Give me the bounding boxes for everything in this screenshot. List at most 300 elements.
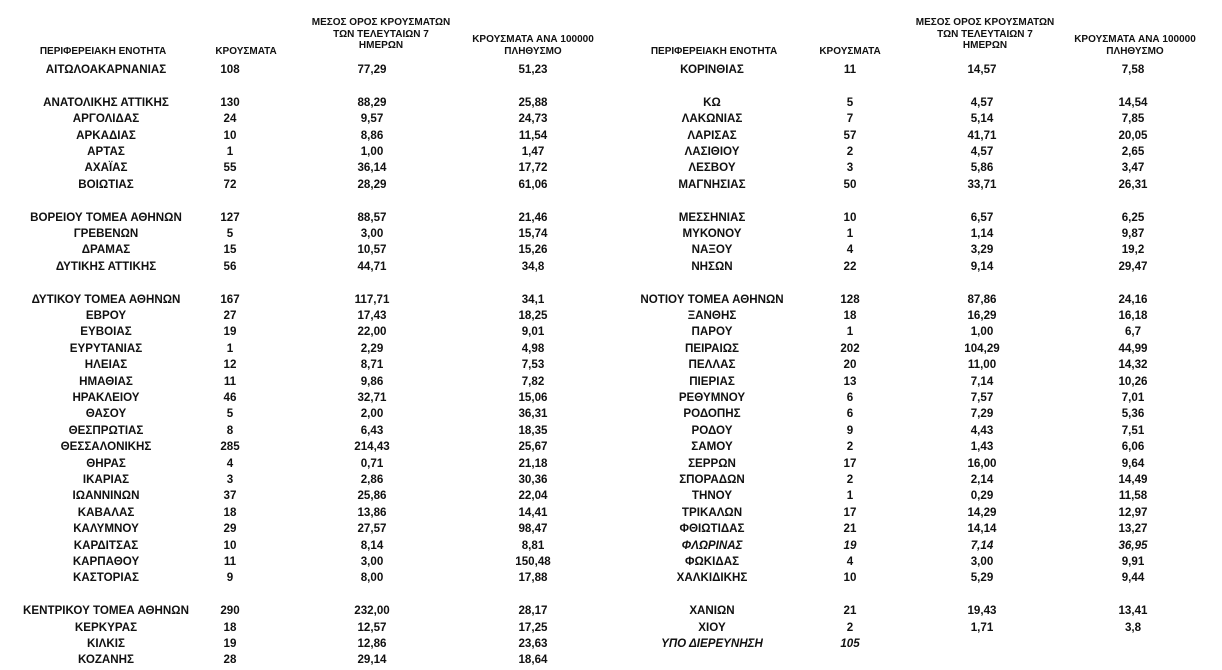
cases-cell: 11 [843, 63, 857, 76]
cases-cell: 290 [220, 604, 240, 618]
avg-cell: 5,29 [970, 571, 994, 585]
per-100k-cell: 34,8 [521, 259, 545, 273]
cases-cell: 128 [840, 292, 860, 306]
region-cell: ΛΕΣΒΟΥ [688, 161, 736, 175]
header-cases: ΚΡΟΥΣΜΑΤΑ [819, 46, 881, 57]
table-row [612, 177, 1222, 193]
region-cell: ΝΟΤΙΟΥ ΤΟΜΕΑ ΑΘΗΝΩΝ [640, 292, 784, 306]
cases-cell: 4 [846, 243, 854, 257]
cases-cell: 2 [846, 620, 854, 634]
header-region: ΠΕΡΙΦΕΡΕΙΑΚΗ ΕΝΟΤΗΤΑ [39, 46, 167, 57]
table-row [0, 488, 612, 504]
header-cases-per-100k: ΚΡΟΥΣΜΑΤΑ ΑΝΑ 100000 ΠΛΗΘΥΣΜΟ [1074, 34, 1196, 57]
region-cell: ΠΑΡΟΥ [691, 325, 733, 339]
region-cell: ΑΙΤΩΛΟΑΚΑΡΝΑΝΙΑΣ [45, 63, 167, 76]
region-cell: ΔΡΑΜΑΣ [81, 243, 131, 257]
avg-cell: 7,57 [970, 391, 994, 404]
avg-cell: 0,71 [360, 456, 384, 470]
table-row [0, 357, 612, 373]
avg-cell: 88,29 [357, 95, 387, 109]
cases-cell: 10 [843, 210, 857, 224]
region-cell: ΣΑΜΟΥ [691, 440, 733, 454]
avg-cell: 9,14 [970, 259, 994, 273]
table-row [612, 636, 1222, 652]
cases-cell: 19 [223, 637, 237, 650]
per-100k-cell: 11,58 [1118, 489, 1148, 503]
avg-cell: 87,86 [967, 292, 997, 306]
cases-cell: 20 [843, 358, 857, 372]
avg-cell: 14,14 [967, 522, 997, 536]
avg-cell: 77,29 [357, 63, 387, 76]
per-100k-cell: 14,32 [1118, 358, 1148, 372]
table-row [0, 95, 612, 111]
per-100k-cell: 9,91 [1121, 555, 1145, 568]
table-row [0, 620, 612, 636]
cases-cell: 10 [223, 538, 237, 552]
region-cell: ΚΕΡΚΥΡΑΣ [74, 620, 138, 634]
per-100k-cell: 3,8 [1124, 620, 1142, 634]
avg-cell: 7,29 [970, 407, 994, 421]
region-cell: ΗΛΕΙΑΣ [84, 358, 128, 372]
per-100k-cell: 7,01 [1121, 391, 1145, 404]
per-100k-cell: 24,73 [518, 112, 548, 126]
region-cell: ΔΥΤΙΚΗΣ ΑΤΤΙΚΗΣ [55, 259, 157, 273]
per-100k-cell: 8,81 [521, 538, 545, 552]
table-row [0, 636, 612, 652]
avg-cell: 10,57 [357, 243, 387, 257]
cases-cell: 21 [843, 522, 857, 536]
region-cell: ΘΕΣΣΑΛΟΝΙΚΗΣ [60, 440, 152, 454]
avg-cell: 1,00 [970, 325, 994, 339]
avg-cell: 17,43 [357, 309, 387, 322]
spacer-row [0, 193, 612, 209]
avg-cell: 4,43 [970, 423, 994, 437]
avg-cell: 6,57 [970, 210, 994, 224]
region-cell: ΣΕΡΡΩΝ [688, 456, 736, 470]
avg-cell: 12,86 [357, 637, 387, 650]
cases-cell: 50 [843, 177, 857, 191]
region-cell: ΓΡΕΒΕΝΩΝ [73, 227, 139, 240]
table-row [0, 177, 612, 193]
cases-cell: 13 [843, 374, 857, 388]
cases-cell: 22 [843, 259, 857, 273]
avg-cell: 4,57 [970, 95, 994, 109]
table-row [0, 259, 612, 275]
table-row [0, 210, 612, 226]
per-100k-cell: 25,88 [518, 95, 548, 109]
cases-cell: 7 [846, 112, 854, 126]
cases-cell: 130 [220, 95, 240, 109]
per-100k-cell: 9,64 [1121, 456, 1145, 470]
spacer-row [0, 78, 612, 94]
cases-cell: 11 [223, 374, 237, 388]
cases-cell: 202 [840, 341, 860, 355]
region-cell: ΑΧΑΪΑΣ [84, 161, 128, 175]
cases-cell: 17 [843, 456, 857, 470]
cases-cell: 18 [223, 620, 237, 634]
cases-cell: 46 [223, 391, 237, 404]
region-cell: ΠΕΛΛΑΣ [688, 358, 736, 372]
region-cell: ΜΑΓΝΗΣΙΑΣ [678, 177, 746, 191]
per-100k-cell: 14,49 [1118, 473, 1148, 486]
spacer-row [612, 193, 1222, 209]
per-100k-cell: 22,04 [518, 489, 548, 503]
per-100k-cell: 15,26 [518, 243, 548, 257]
cases-cell: 6 [846, 391, 854, 404]
region-cell: ΒΟΡΕΙΟΥ ΤΟΜΕΑ ΑΘΗΝΩΝ [30, 210, 182, 224]
table-row [0, 308, 612, 324]
avg-cell: 1,71 [970, 620, 994, 634]
cases-cell: 4 [226, 456, 234, 470]
avg-cell: 232,00 [354, 604, 390, 618]
table-row [612, 128, 1222, 144]
table-row [0, 652, 612, 668]
table-row [612, 570, 1222, 586]
region-cell: ΞΑΝΘΗΣ [687, 309, 737, 322]
table-row [612, 620, 1222, 636]
table-row [0, 390, 612, 406]
region-cell: ΦΘΙΩΤΙΔΑΣ [679, 522, 745, 536]
table-row [612, 160, 1222, 176]
avg-cell: 2,00 [360, 407, 384, 421]
per-100k-cell: 13,27 [1118, 522, 1148, 536]
cases-cell: 29 [223, 522, 237, 536]
table-row [0, 128, 612, 144]
region-cell: ΜΥΚΟΝΟΥ [682, 227, 742, 240]
avg-cell: 9,57 [360, 112, 384, 126]
avg-cell: 29,14 [357, 653, 387, 667]
table-row [0, 505, 612, 521]
table-row [0, 423, 612, 439]
region-cell: ΕΥΒΟΙΑΣ [80, 325, 132, 339]
per-100k-cell: 16,18 [1118, 309, 1148, 322]
avg-cell: 12,57 [357, 620, 387, 634]
table-row [0, 374, 612, 390]
table-row [0, 406, 612, 422]
table-row [612, 111, 1222, 127]
cases-cell: 5 [226, 227, 234, 240]
cases-cell: 21 [843, 604, 857, 618]
per-100k-cell: 9,44 [1121, 571, 1145, 585]
per-100k-cell: 23,63 [518, 637, 548, 650]
header-avg-7-days: ΜΕΣΟΣ ΟΡΟΣ ΚΡΟΥΣΜΑΤΩΝ ΤΩΝ ΤΕΛΕΥΤΑΙΩΝ 7 ΗΜΕΡΩΝ [915, 17, 1055, 51]
region-cell: ΙΚΑΡΙΑΣ [82, 473, 130, 486]
per-100k-cell: 18,35 [518, 423, 548, 437]
region-cell: ΔΥΤΙΚΟΥ ΤΟΜΕΑ ΑΘΗΝΩΝ [31, 292, 181, 306]
cases-cell: 285 [220, 440, 240, 454]
cases-cell: 9 [846, 423, 854, 437]
header-cases-per-100k: ΚΡΟΥΣΜΑΤΑ ΑΝΑ 100000 ΠΛΗΘΥΣΜΟ [472, 34, 594, 57]
region-cell: ΑΝΑΤΟΛΙΚΗΣ ΑΤΤΙΚΗΣ [43, 95, 169, 109]
cases-cell: 11 [223, 555, 237, 568]
cases-cell: 3 [226, 473, 234, 486]
table-row [0, 521, 612, 537]
avg-cell: 22,00 [357, 325, 387, 339]
per-100k-cell: 9,87 [1121, 227, 1145, 240]
per-100k-cell: 36,95 [1118, 538, 1148, 552]
avg-cell: 2,29 [360, 341, 384, 355]
cases-cell: 55 [223, 161, 237, 175]
cases-cell: 57 [843, 128, 857, 142]
region-cell: ΙΩΑΝΝΙΝΩΝ [72, 489, 140, 503]
per-100k-cell: 13,41 [1118, 604, 1148, 618]
avg-cell: 3,29 [970, 243, 994, 257]
region-cell: ΝΗΣΩΝ [691, 259, 733, 273]
cases-cell: 10 [223, 128, 237, 142]
per-100k-cell: 34,1 [521, 292, 545, 306]
avg-cell: 8,00 [360, 571, 384, 585]
region-cell: ΛΑΣΙΘΙΟΥ [684, 145, 740, 158]
per-100k-cell: 1,47 [521, 145, 545, 158]
table-row [612, 472, 1222, 488]
avg-cell: 28,29 [357, 177, 387, 191]
region-cell: ΦΩΚΙΔΑΣ [684, 555, 740, 568]
table-row [0, 292, 612, 308]
per-100k-cell: 17,25 [518, 620, 548, 634]
cases-cell: 105 [840, 637, 860, 650]
per-100k-cell: 36,31 [518, 407, 548, 421]
per-100k-cell: 51,23 [518, 63, 548, 76]
avg-cell: 7,14 [970, 374, 994, 388]
header-cases: ΚΡΟΥΣΜΑΤΑ [215, 46, 277, 57]
table-row [612, 292, 1222, 308]
table-row [612, 390, 1222, 406]
table-row [612, 341, 1222, 357]
table-row [0, 62, 612, 78]
cases-cell: 2 [846, 145, 854, 158]
per-100k-cell: 25,67 [518, 440, 548, 454]
avg-cell: 5,86 [970, 161, 994, 175]
table-row [0, 324, 612, 340]
avg-cell: 5,14 [970, 112, 994, 126]
avg-cell: 8,86 [360, 128, 384, 142]
cases-cell: 56 [223, 259, 237, 273]
region-cell: ΥΠΟ ΔΙΕΡΕΥΝΗΣΗ [661, 637, 763, 650]
avg-cell: 8,71 [360, 358, 384, 372]
region-cell: ΚΑΡΔΙΤΣΑΣ [73, 538, 139, 552]
region-cell: ΗΜΑΘΙΑΣ [79, 374, 133, 388]
table-row [0, 472, 612, 488]
header-avg-7-days: ΜΕΣΟΣ ΟΡΟΣ ΚΡΟΥΣΜΑΤΩΝ ΤΩΝ ΤΕΛΕΥΤΑΙΩΝ 7 ΗΜΕΡΩΝ [311, 17, 451, 51]
region-cell: ΘΗΡΑΣ [86, 456, 126, 470]
region-cell: ΚΕΝΤΡΙΚΟΥ ΤΟΜΕΑ ΑΘΗΝΩΝ [23, 604, 189, 618]
avg-cell: 3,00 [360, 227, 384, 240]
table-row [0, 341, 612, 357]
cases-cell: 37 [223, 489, 237, 503]
avg-cell: 13,86 [357, 505, 387, 519]
avg-cell: 14,29 [967, 505, 997, 519]
per-100k-cell: 21,46 [518, 210, 548, 224]
avg-cell: 44,71 [357, 259, 387, 273]
table-row [612, 226, 1222, 242]
region-cell: ΘΕΣΠΡΩΤΙΑΣ [68, 423, 144, 437]
table-row [612, 554, 1222, 570]
table-row [612, 521, 1222, 537]
table-row [612, 144, 1222, 160]
cases-cell: 12 [223, 358, 237, 372]
avg-cell: 9,86 [360, 374, 384, 388]
avg-cell: 1,00 [360, 145, 384, 158]
per-100k-cell: 19,2 [1121, 243, 1145, 257]
cases-cell: 19 [223, 325, 237, 339]
cases-cell: 9 [226, 571, 234, 585]
cases-cell: 18 [223, 505, 237, 519]
table-row [0, 570, 612, 586]
region-cell: ΛΑΡΙΣΑΣ [687, 128, 737, 142]
avg-cell: 1,14 [970, 227, 994, 240]
table-row [0, 226, 612, 242]
per-100k-cell: 28,17 [518, 604, 548, 618]
per-100k-cell: 61,06 [518, 177, 548, 191]
cases-cell: 72 [223, 177, 237, 191]
region-cell: ΑΡΤΑΣ [87, 145, 125, 158]
table-row [0, 439, 612, 455]
per-100k-cell: 11,54 [518, 128, 548, 142]
cases-cell: 15 [223, 243, 237, 257]
per-100k-cell: 21,18 [518, 456, 548, 470]
table-row [0, 160, 612, 176]
per-100k-cell: 17,88 [518, 571, 548, 585]
region-cell: ΧΑΝΙΩΝ [689, 604, 735, 618]
region-cell: ΧΑΛΚΙΔΙΚΗΣ [676, 571, 748, 585]
region-cell: ΕΥΡΥΤΑΝΙΑΣ [69, 341, 143, 355]
cases-cell: 1 [226, 145, 234, 158]
per-100k-cell: 29,47 [1118, 259, 1148, 273]
cases-cell: 4 [846, 555, 854, 568]
per-100k-cell: 15,74 [518, 227, 548, 240]
per-100k-cell: 12,97 [1118, 505, 1148, 519]
spacer-row [0, 275, 612, 291]
cases-cell: 5 [846, 95, 854, 109]
table-row [612, 456, 1222, 472]
per-100k-cell: 5,36 [1121, 407, 1145, 421]
region-cell: ΘΑΣΟΥ [85, 407, 127, 421]
region-cell: ΜΕΣΣΗΝΙΑΣ [678, 210, 746, 224]
table-row [612, 439, 1222, 455]
avg-cell: 7,14 [970, 538, 994, 552]
table-row [612, 406, 1222, 422]
table-row [0, 144, 612, 160]
region-cell: ΦΛΩΡΙΝΑΣ [681, 538, 743, 552]
avg-cell: 0,29 [970, 489, 994, 503]
region-cell: ΡΕΘΥΜΝΟΥ [678, 391, 746, 404]
per-100k-cell: 6,7 [1124, 325, 1142, 339]
region-cell: ΤΗΝΟΥ [691, 489, 733, 503]
region-cell: ΚΩ [703, 95, 721, 109]
cases-cell: 1 [226, 341, 234, 355]
region-cell: ΛΑΚΩΝΙΑΣ [681, 112, 743, 126]
table-row [612, 603, 1222, 619]
avg-cell: 6,43 [360, 423, 384, 437]
region-cell: ΤΡΙΚΑΛΩΝ [681, 505, 743, 519]
cases-cell: 19 [843, 538, 857, 552]
per-100k-cell: 17,72 [518, 161, 548, 175]
per-100k-cell: 44,99 [1118, 341, 1148, 355]
region-cell: ΚΟΖΑΝΗΣ [77, 653, 134, 667]
region-cell: ΚΑΒΑΛΑΣ [77, 505, 135, 519]
region-cell: ΡΟΔΟΥ [691, 423, 733, 437]
cases-cell: 10 [843, 571, 857, 585]
avg-cell: 3,00 [360, 555, 384, 568]
per-100k-cell: 24,16 [1118, 292, 1148, 306]
avg-cell: 214,43 [354, 440, 390, 454]
per-100k-cell: 7,85 [1121, 112, 1145, 126]
cases-cell: 24 [223, 112, 237, 126]
table-row [612, 505, 1222, 521]
avg-cell: 88,57 [357, 210, 387, 224]
per-100k-cell: 6,06 [1121, 440, 1145, 454]
region-cell: ΚΙΛΚΙΣ [87, 637, 125, 650]
per-100k-cell: 7,53 [521, 358, 545, 372]
avg-cell: 2,86 [360, 473, 384, 486]
avg-cell: 33,71 [967, 177, 997, 191]
cases-cell: 167 [220, 292, 240, 306]
per-100k-cell: 3,47 [1121, 161, 1145, 175]
table-row [0, 456, 612, 472]
avg-cell: 4,57 [970, 145, 994, 158]
per-100k-cell: 30,36 [518, 473, 548, 486]
per-100k-cell: 4,98 [521, 341, 545, 355]
avg-cell: 27,57 [357, 522, 387, 536]
avg-cell: 11,00 [967, 358, 997, 372]
per-100k-cell: 18,25 [518, 309, 548, 322]
cases-cell: 5 [226, 407, 234, 421]
avg-cell: 14,57 [967, 63, 997, 76]
cases-cell: 1 [846, 489, 854, 503]
avg-cell: 16,29 [967, 309, 997, 322]
table-row [612, 259, 1222, 275]
region-cell: ΗΡΑΚΛΕΙΟΥ [72, 391, 140, 404]
per-100k-cell: 9,01 [521, 325, 545, 339]
per-100k-cell: 7,82 [521, 374, 545, 388]
region-cell: ΒΟΙΩΤΙΑΣ [78, 177, 134, 191]
table-row [612, 538, 1222, 554]
region-cell: ΚΑΛΥΜΝΟΥ [73, 522, 139, 536]
region-cell: ΚΟΡΙΝΘΙΑΣ [680, 63, 744, 76]
per-100k-cell: 15,06 [518, 391, 548, 404]
spacer-row [0, 587, 612, 603]
table-row [612, 242, 1222, 258]
cases-cell: 8 [226, 423, 234, 437]
table-row [612, 62, 1222, 78]
cases-cell: 3 [846, 161, 854, 175]
cases-cell: 2 [846, 440, 854, 454]
table-row [612, 210, 1222, 226]
table-row [612, 357, 1222, 373]
avg-cell: 16,00 [967, 456, 997, 470]
region-cell: ΚΑΡΠΑΘΟΥ [72, 555, 140, 568]
region-cell: ΝΑΞΟΥ [691, 243, 733, 257]
table-row [612, 374, 1222, 390]
table-row [0, 603, 612, 619]
region-cell: ΕΒΡΟΥ [85, 309, 127, 322]
avg-cell: 8,14 [360, 538, 384, 552]
per-100k-cell: 7,58 [1121, 63, 1145, 76]
per-100k-cell: 18,64 [518, 653, 548, 667]
avg-cell: 104,29 [964, 341, 1000, 355]
per-100k-cell: 10,26 [1118, 374, 1148, 388]
avg-cell: 19,43 [967, 604, 997, 618]
per-100k-cell: 26,31 [1118, 177, 1148, 191]
table-row [612, 488, 1222, 504]
avg-cell: 3,00 [970, 555, 994, 568]
region-cell: ΚΑΣΤΟΡΙΑΣ [73, 571, 139, 585]
region-cell: ΡΟΔΟΠΗΣ [683, 407, 741, 421]
avg-cell: 1,43 [970, 440, 994, 454]
cases-cell: 18 [843, 309, 857, 322]
cases-cell: 1 [846, 227, 854, 240]
avg-cell: 32,71 [357, 391, 387, 404]
